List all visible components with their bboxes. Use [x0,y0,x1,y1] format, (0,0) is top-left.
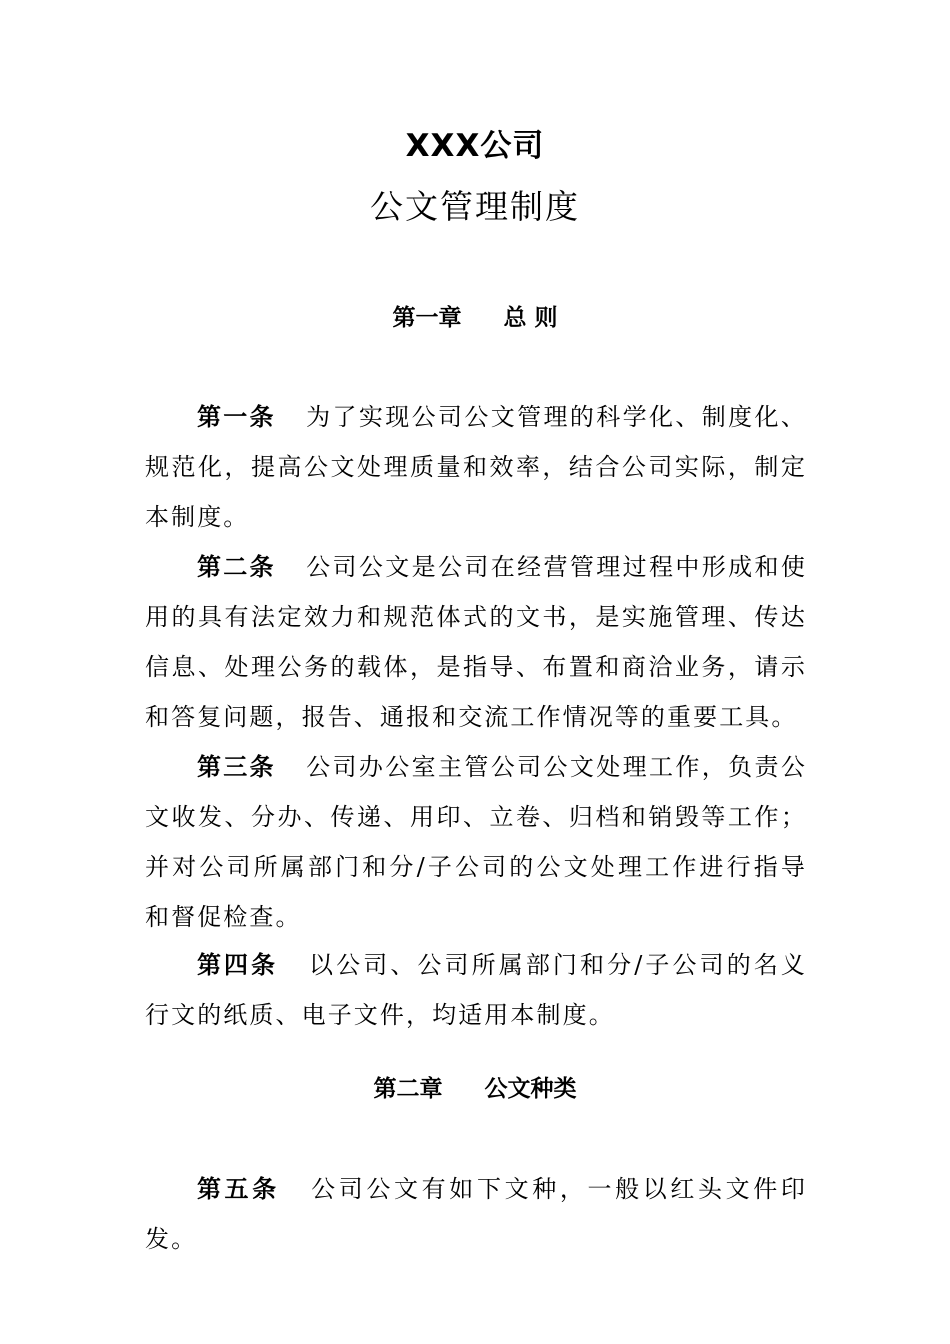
article-4 [145,940,807,1040]
article-text: 公司公文有如下文种，一般以红头文件印发。 [145,1175,807,1253]
article-label: 第一条 [197,403,276,431]
document-title: 公文管理制度 [370,187,580,226]
article-label: 第二条 [197,553,276,581]
article-label: 第五条 [197,1175,280,1203]
article-label: 第四条 [197,951,279,979]
chapter-name: 总 则 [503,305,558,331]
company-title: XXX公司 [405,128,545,164]
chapter-number: 第二章 [373,1076,443,1102]
chapter-name: 公文种类 [484,1076,577,1102]
article-2 [145,542,807,742]
chapter-heading-1 [0,298,950,338]
article-text: 为了实现公司公文管理的科学化、制度化、规范化，提高公文处理质量和效率，结合公司实际，制定本制度。 [145,403,808,531]
article-text: 以公司、公司所属部门和分/子公司的名义行文的纸质、电子文件，均适用本制度。 [145,951,808,1029]
article-1 [145,392,807,542]
article-text: 公司公文是公司在经营管理过程中形成和使用的具有法定效力和规范体式的文书，是实施管理、传达信息、处理公务的载体，是指导、布置和商洽业务，请示和答复问题，报告、通报和交流工作情况等的重要工具。 [145,553,808,731]
article-3 [145,742,807,942]
chapter-heading-2 [0,1069,950,1109]
article-5 [145,1164,807,1264]
article-text: 公司办公室主管公司公文处理工作，负责公文收发、分办、传递、用印、立卷、归档和销毁等工作；并对公司所属部门和分/子公司的公文处理工作进行指导和督促检查。 [145,753,808,931]
chapter-number: 第一章 [392,305,462,331]
article-label: 第三条 [197,753,276,781]
